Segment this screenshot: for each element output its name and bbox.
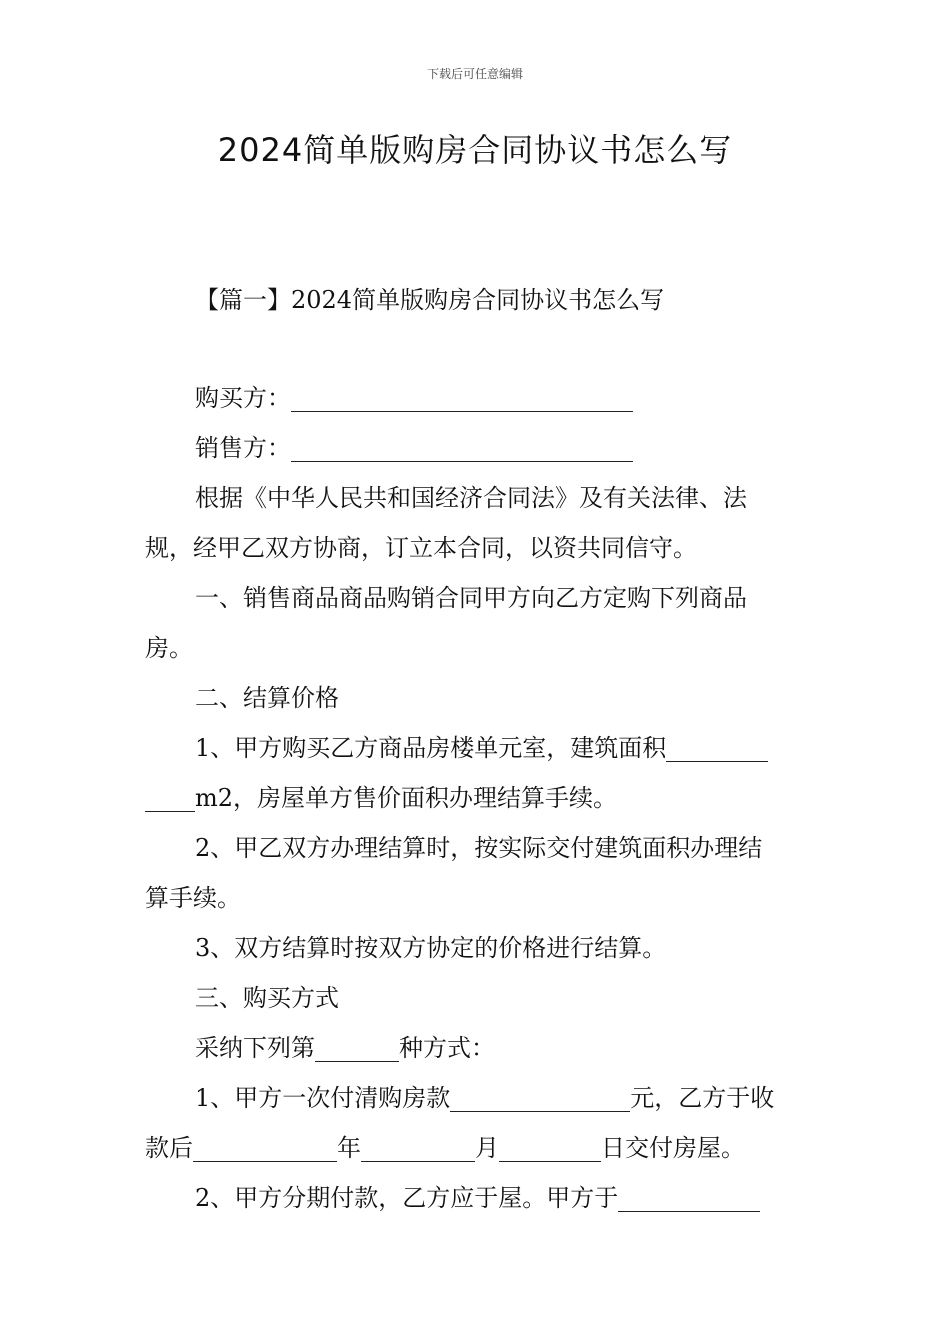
article-3-item-1-line-2: [145, 1130, 745, 1166]
area-blank-2: [145, 785, 195, 812]
article-3-item-1-unit: 元，乙方于收: [630, 1084, 775, 1112]
article-2-item-1-rest: m2，房屋单方售价面积办理结算手续。: [195, 784, 618, 812]
area-blank-1: [666, 735, 768, 762]
installment-blank: [618, 1185, 760, 1212]
year-blank: [193, 1135, 337, 1162]
article-2-heading: 二、结算价格: [195, 684, 339, 712]
day-blank: [499, 1135, 601, 1162]
article-2-item-1-text: 1、甲方购买乙方商品房楼单元室，建筑面积: [195, 734, 667, 762]
method-blank: [315, 1035, 399, 1062]
intro-line-2: 规，经甲乙双方协商，订立本合同，以资共同信守。: [145, 534, 697, 562]
article-3-item-1-line-1: [195, 1080, 774, 1116]
section-heading: 【篇一】2024简单版购房合同协议书怎么写: [195, 286, 665, 314]
intro-line-1: 根据《中华人民共和国经济合同法》及有关法律、法: [195, 484, 747, 512]
year-label: 年: [337, 1134, 361, 1162]
buyer-label: 购买方：: [195, 384, 291, 412]
article-2-item-3: 3、双方结算时按双方协定的价格进行结算。: [195, 934, 667, 962]
document-title: 2024简单版购房合同协议书怎么写: [217, 131, 733, 169]
article-3-choice-line: [195, 1030, 495, 1066]
article-2-item-2-line-2: 算手续。: [145, 884, 241, 912]
seller-blank: [291, 435, 633, 462]
article-3-item-1-after: 款后: [145, 1134, 193, 1162]
buyer-blank: [291, 385, 633, 412]
amount-blank: [450, 1085, 630, 1112]
article-2-item-1-line-2: [145, 780, 617, 816]
month-label: 月: [475, 1134, 499, 1162]
seller-line: [195, 430, 633, 466]
article-3-choice-text: 采纳下列第: [195, 1034, 315, 1062]
day-label: 日交付房屋。: [601, 1134, 745, 1162]
article-3-item-2-line-1: [195, 1180, 760, 1216]
seller-label: 销售方：: [195, 434, 291, 462]
month-blank: [361, 1135, 475, 1162]
article-3-choice-rest: 种方式：: [399, 1034, 495, 1062]
article-1-line-1: 一、销售商品商品购销合同甲方向乙方定购下列商品: [195, 584, 747, 612]
article-3-heading: 三、购买方式: [195, 984, 339, 1012]
article-3-item-1-text: 1、甲方一次付清购房款: [195, 1084, 451, 1112]
article-1-line-2: 房。: [145, 634, 193, 662]
header-note: 下载后可任意编辑: [426, 67, 523, 81]
article-3-item-2-text: 2、甲方分期付款，乙方应于屋。甲方于: [195, 1184, 619, 1212]
article-2-item-1-line-1: [195, 730, 768, 766]
buyer-line: [195, 380, 633, 416]
article-2-item-2-line-1: 2、甲乙双方办理结算时，按实际交付建筑面积办理结: [195, 834, 763, 862]
